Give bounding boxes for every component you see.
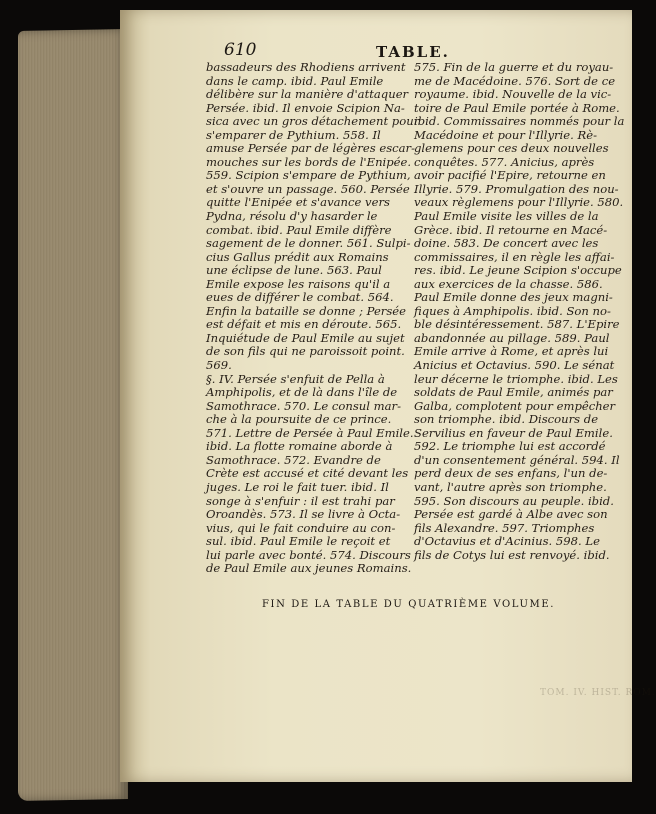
text-line: Anicius et Octavius. 590. Le sénat: [414, 358, 615, 373]
text-line: une éclipse de lune. 563. Paul: [206, 263, 382, 278]
text-line: 569.: [206, 358, 232, 373]
left-column: [206, 60, 420, 576]
text-line: veaux règlemens pour l'Illyrie. 580.: [414, 195, 624, 210]
page-number: 610: [224, 40, 257, 60]
text-line: ibid. La flotte romaine aborde à: [206, 439, 393, 454]
bleed-through-text: TOM. IV. HIST. ROM.: [540, 688, 656, 698]
book-page-edges: [18, 29, 128, 801]
text-line: leur décerne le triomphe. ibid. Les: [414, 371, 618, 386]
text-line: res. ibid. Le jeune Scipion s'occupe: [414, 263, 622, 278]
text-line: de Paul Emile aux jeunes Romains.: [206, 561, 412, 576]
text-line: juges. Le roi le fait tuer. ibid. Il: [206, 479, 389, 494]
text-line: songe à s'enfuir : il est trahi par: [206, 493, 395, 508]
text-line: Macédoine et pour l'Illyrie. Rè-: [414, 127, 597, 142]
text-line: sul. ibid. Paul Emile le reçoit et: [206, 534, 391, 549]
text-line: s'emparer de Pythium. 558. Il: [206, 127, 381, 142]
text-line: sica avec un gros détachement pour: [206, 114, 420, 129]
text-line: conquêtes. 577. Anicius, après: [414, 154, 595, 169]
text-line: commissaires, il en règle les affai-: [414, 249, 615, 264]
text-line: soldats de Paul Emile, animés par: [414, 385, 613, 400]
text-line: d'un consentement général. 594. Il: [414, 452, 620, 467]
text-line: Paul Emile visite les villes de la: [414, 209, 599, 224]
text-line: Emile arrive à Rome, et après lui: [414, 344, 609, 359]
text-line: Persée. ibid. Il envoie Scipion Na-: [206, 100, 405, 115]
text-line: 571. Lettre de Persée à Paul Emile.: [206, 425, 414, 440]
text-line: perd deux de ses enfans, l'un de-: [414, 466, 608, 481]
text-line: quitte l'Enipée et s'avance vers: [206, 195, 390, 210]
text-line: fiques à Amphipolis. ibid. Son no-: [414, 303, 611, 318]
text-line: délibère sur la manière d'attaquer: [206, 87, 409, 102]
right-column: [414, 60, 625, 562]
text-line: 592. Le triomphe lui est accordé: [414, 439, 606, 454]
text-line: me de Macédoine. 576. Sort de ce: [414, 73, 616, 88]
text-line: Emile expose les raisons qu'il a: [206, 276, 391, 291]
text-line: Inquiétude de Paul Emile au sujet: [206, 330, 405, 345]
end-of-table-note: FIN DE LA TABLE DU QUATRIÈME VOLUME.: [262, 599, 556, 610]
running-head: TABLE.: [376, 43, 450, 61]
text-line: son triomphe. ibid. Discours de: [414, 412, 599, 427]
text-line: Servilius en faveur de Paul Emile.: [414, 425, 613, 440]
text-line: lui parle avec bonté. 574. Discours: [206, 547, 411, 562]
text-line: toire de Paul Emile portée à Rome.: [414, 100, 620, 115]
text-line: sagement de le donner. 561. Sulpi-: [206, 236, 411, 251]
text-line: Grèce. ibid. Il retourne en Macé-: [414, 222, 608, 237]
text-line: vant, l'autre après son triomphe.: [414, 479, 607, 494]
text-line: de son fils qui ne paroissoit point.: [206, 344, 405, 359]
text-line: Oroandès. 573. Il se livre à Octa-: [206, 507, 401, 522]
text-line: fils Alexandre. 597. Triomphes: [414, 520, 595, 535]
text-line: amuse Persée par de légères escar-: [206, 141, 416, 156]
text-line: doine. 583. De concert avec les: [414, 236, 599, 251]
text-line: Persée est gardé à Albe avec son: [414, 507, 608, 522]
text-line: vius, qui le fait conduire au con-: [206, 520, 396, 535]
text-line: Illyrie. 579. Promulgation des nou-: [414, 181, 619, 196]
text-line: mouches sur les bords de l'Enipée.: [206, 154, 412, 169]
text-line: d'Octavius et d'Acinius. 598. Le: [414, 534, 600, 549]
text-line: 575. Fin de la guerre et du royau-: [414, 60, 614, 74]
text-line: Pydna, résolu d'y hasarder le: [206, 209, 378, 224]
text-line: eues de différer le combat. 564.: [206, 290, 394, 305]
text-line: ble désintéressement. 587. L'Epire: [414, 317, 620, 332]
text-line: bassadeurs des Rhodiens arrivent: [206, 60, 406, 74]
text-line: royaume. ibid. Nouvelle de la vic-: [414, 87, 612, 102]
text-line: Galba, complotent pour empêcher: [414, 398, 616, 413]
text-line: glemens pour ces deux nouvelles: [414, 141, 609, 156]
text-line: aux exercices de la chasse. 586.: [414, 276, 603, 291]
text-line: Paul Emile donne des jeux magni-: [414, 290, 613, 305]
text-line: Crète est accusé et cité devant les: [206, 466, 409, 481]
text-line: 595. Son discours au peuple. ibid.: [414, 493, 614, 508]
text-line: ibid. Commissaires nommés pour la: [414, 114, 625, 129]
text-line: §. IV. Persée s'enfuit de Pella à: [206, 371, 385, 386]
text-line: 559. Scipion s'empare de Pythium,: [206, 168, 411, 183]
text-line: et s'ouvre un passage. 560. Persée: [206, 181, 410, 196]
text-line: dans le camp. ibid. Paul Emile: [206, 73, 384, 88]
text-line: che à la poursuite de ce prince.: [206, 412, 392, 427]
text-line: Samothrace. 570. Le consul mar-: [206, 398, 401, 413]
text-line: cius Gallus prédit aux Romains: [206, 249, 389, 264]
text-line: est défait et mis en déroute. 565.: [206, 317, 402, 332]
text-line: combat. ibid. Paul Emile diffère: [206, 222, 392, 237]
text-line: Amphipolis, et de là dans l'île de: [206, 385, 398, 400]
text-line: Enfin la bataille se donne ; Persée: [206, 303, 407, 318]
text-line: abandonnée au pillage. 589. Paul: [414, 330, 610, 345]
text-line: Samothrace. 572. Evandre de: [206, 452, 381, 467]
text-line: fils de Cotys lui est renvoyé. ibid.: [414, 547, 610, 562]
text-line: avoir pacifié l'Epire, retourne en: [414, 168, 606, 183]
